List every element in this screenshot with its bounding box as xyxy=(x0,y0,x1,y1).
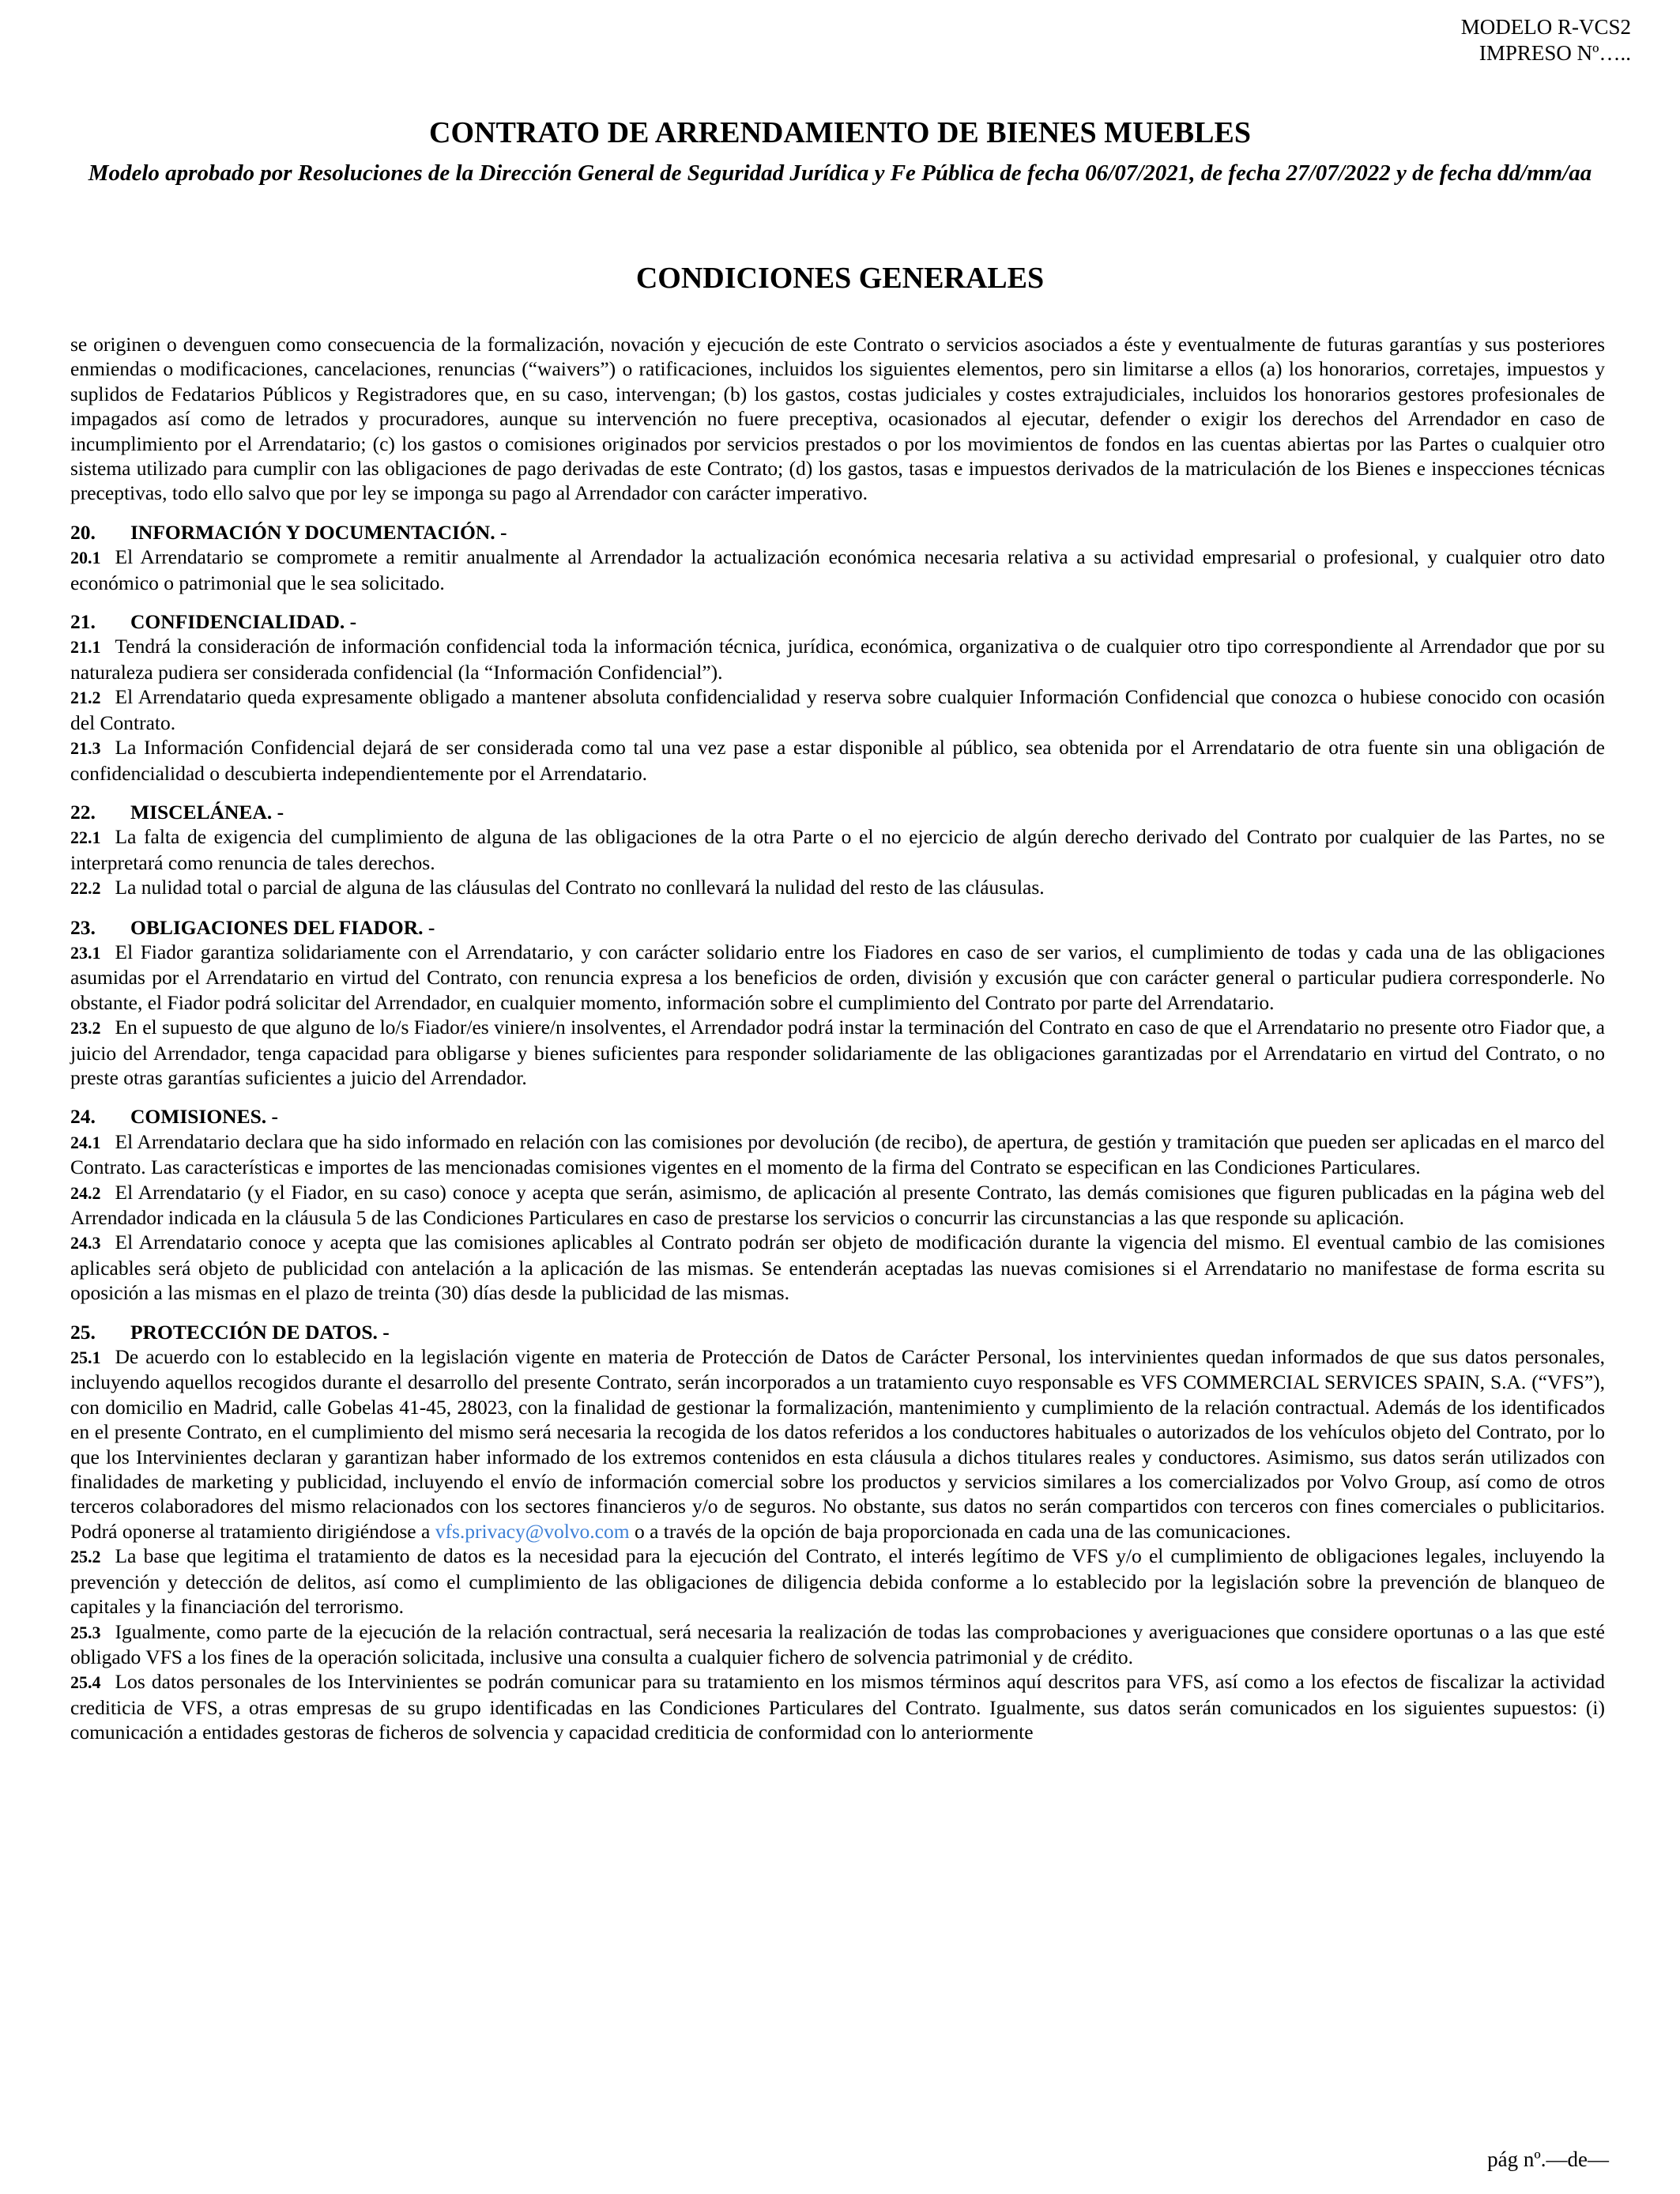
document-header xyxy=(1461,14,1631,66)
model-code: MODELO R-VCS2 xyxy=(1460,15,1631,39)
clause xyxy=(70,875,1605,900)
section xyxy=(70,1104,1605,1305)
section xyxy=(70,915,1605,1091)
document-body xyxy=(70,332,1605,1745)
section-number: 23. xyxy=(70,915,96,939)
clause xyxy=(70,1344,1605,1544)
section-title: MISCELÁNEA. - xyxy=(130,800,284,824)
clause-text: De acuerdo con lo establecido en la legislación vigente en materia de Protección de Datos de Carácter Personal, los intervinientes quedan informados de que sus datos personales, incluyendo aquellos recogidos durante el desarrollo del presente Contrato, serán incorporados a un tratamiento cuyo responsable es VFS COMMERCIAL SERVICES SPAIN, S.A. (“VFS”), con domicilio en Madrid, calle Gobelas 41-45, 28023, con la finalidad de gestionar la formalización, mantenimiento y cumplimiento de la relación contractual. Además de los identificados en el presente Contrato, en el cumplimiento del mismo será necesaria la recogida de los datos referidos a los conductores habituales o autorizados de los vehículos objeto del Contrato, por lo que los Intervinientes declaran y garantizan haber informado de los extremos contenidos en esta cláusula a dichos titulares reales y conductores. Asimismo, sus datos serán utilizados con finalidades de marketing y publicidad, incluyendo el envío de información comercial sobre los productos y servicios similares a los comercializados por Volvo Group, así como de otros terceros colaboradores del mismo relacionados con los sectores financieros y/o de seguros. No obstante, sus datos no serán compartidos con terceros con fines comerciales o publicitarios. Podrá oponerse al tratamiento dirigiéndose a xyxy=(70,1345,1605,1543)
clause-text: El Fiador garantiza solidariamente con el Arrendatario, y con carácter solidario entre los Fiadores en caso de ser varios, el cumplimiento de todas y cada una de las obligaciones asumidas por el Arrendatario en virtud del Contrato, con renuncia expresa a los beneficios de orden, división y excusión que con carácter general o particular pudiera corresponderle. No obstante, el Fiador podrá solicitar del Arrendador, en cualquier momento, información sobre el cumplimiento del Contrato por parte del Arrendatario. xyxy=(70,940,1605,1014)
section xyxy=(70,609,1605,786)
clause xyxy=(70,1180,1605,1231)
section-title: CONFIDENCIALIDAD. - xyxy=(130,610,357,634)
intro-paragraph: se originen o devenguen como consecuencia de la formalización, novación y ejecución de este Contrato o servicios asociados a éste y eventualmente de futuras garantías y sus posteriores enmiendas o modificaciones, cancelaciones, renuncias (“waivers”) o ratificaciones, incluidos los siguientes elementos, pero sin limitarse a ellos (a) los honorarios, corretajes, impuestos y suplidos de Fedatarios Públicos y Registradores que, en su caso, intervengan; (b) los gastos, costas judiciales y costes extrajudiciales, incluidos los honorarios gestores profesionales de impagados así como de letrados y procuradores, aunque su intervención no fuere preceptiva, ocasionados al ejecutar, defender o exigir los derechos del Arrendador en caso de incumplimiento por el Arrendatario; (c) los gastos o comisiones originados por servicios prestados o por los movimientos de fondos en las cuentas abiertas por las Partes o cualquier otro sistema utilizado para cumplir con las obligaciones de pago derivadas de este Contrato; (d) los gastos, tasas e impuestos derivados de la matriculación de los Bienes e inspecciones técnicas preceptivas, todo ello salvo que por ley se imponga su pago al Arrendador con carácter imperativo. xyxy=(70,333,1605,505)
section xyxy=(70,800,1605,901)
clause-number: 25.2 xyxy=(70,1547,101,1567)
section-heading xyxy=(70,1104,1605,1129)
section-title: PROTECCIÓN DE DATOS. - xyxy=(130,1320,390,1344)
clause xyxy=(70,545,1605,595)
clause xyxy=(70,1129,1605,1180)
clause-text: En el supuesto de que alguno de lo/s Fiador/es viniere/n insolventes, el Arrendador podrá instar la terminación del Contrato en caso de que el Arrendatario no presente otro Fiador que, a juicio del Arrendador, tenga capacidad para obligarse y bienes suficientes para responder solidariamente de las obligaciones garantizadas por el Arrendatario en virtud del Contrato, o no preste otras garantías suficientes a juicio del Arrendador. xyxy=(70,1016,1605,1089)
section-heading xyxy=(70,1320,1605,1344)
sections-container xyxy=(70,520,1605,1745)
email-link[interactable]: vfs.privacy@volvo.com xyxy=(435,1519,630,1543)
clause xyxy=(70,940,1605,1015)
section-number: 24. xyxy=(70,1105,96,1129)
clause-number: 24.3 xyxy=(70,1233,101,1253)
clause xyxy=(70,684,1605,735)
section xyxy=(70,1320,1605,1745)
clause-text-after-link: o a través de la opción de baja proporcionada en cada una de las comunicaciones. xyxy=(634,1519,1291,1543)
clause xyxy=(70,1015,1605,1090)
section-number: 22. xyxy=(70,800,96,824)
clause-number: 25.3 xyxy=(70,1622,101,1642)
section-number: 21. xyxy=(70,610,96,634)
clause xyxy=(70,1544,1605,1619)
clause-text: El Arrendatario se compromete a remitir anualmente al Arrendador la actualización económica necesaria relativa a su actividad empresarial o profesional, y cualquier otro dato económico o patrimonial que le sea solicitado. xyxy=(70,545,1605,594)
clause-number: 23.2 xyxy=(70,1018,101,1039)
section-heading xyxy=(70,800,1605,824)
clause-text: El Arrendatario queda expresamente obligado a mantener absoluta confidencialidad y reserva sobre cualquier Información Confidencial que conozca o hubiese conocido con ocasión del Contrato. xyxy=(70,685,1605,734)
section xyxy=(70,520,1605,595)
clause-number: 23.1 xyxy=(70,942,101,963)
clause-number: 21.1 xyxy=(70,637,101,658)
clause xyxy=(70,824,1605,875)
clause xyxy=(70,735,1605,786)
section-title: INFORMACIÓN Y DOCUMENTACIÓN. - xyxy=(130,520,507,544)
clause-text: La Información Confidencial dejará de ser considerada como tal una vez pase a estar disponible al público, sea obtenida por el Arrendatario de otra fuente sin una obligación de confidencialidad o descubierta independientemente por el Arrendatario. xyxy=(70,736,1605,785)
impreso-number: IMPRESO Nº….. xyxy=(1478,41,1631,65)
section-number: 25. xyxy=(70,1320,96,1344)
clause-number: 21.3 xyxy=(70,738,101,759)
clause xyxy=(70,634,1605,684)
conditions-title: CONDICIONES GENERALES xyxy=(635,262,1045,295)
clause-text: La nulidad total o parcial de alguna de las cláusulas del Contrato no conllevará la nulidad del resto de las cláusulas. xyxy=(115,876,1045,899)
clause-number: 22.2 xyxy=(70,878,101,899)
clause-number: 24.2 xyxy=(70,1182,101,1203)
clause-text: Igualmente, como parte de la ejecución de la relación contractual, será necesaria la realización de todas las comprobaciones y averiguaciones que considere oportunas o a las que esté obligado VFS a los fines de la operación solicitada, inclusive una consulta a cualquier fichero de solvencia patrimonial y de crédito. xyxy=(70,1619,1605,1668)
clause-text: Los datos personales de los Intervinientes se podrán comunicar para su tratamiento en los mismos términos aquí descritos para VFS, así como a los efectos de fiscalizar la actividad crediticia de VFS, a otras empresas de su grupo identificadas en las Condiciones Particulares del Contrato. Igualmente, sus datos serán comunicados en los siguientes supuestos: (i) comunicación a entidades gestoras de ficheros de solvencia y capacidad crediticia de conformidad con lo anteriormente xyxy=(70,1670,1605,1744)
clause-number: 25.4 xyxy=(70,1672,101,1693)
clause-number: 20.1 xyxy=(70,548,101,568)
section-heading xyxy=(70,915,1605,940)
clause-text: La base que legitima el tratamiento de datos es la necesidad para la ejecución del Contrato, el interés legítimo de VFS y/o el cumplimiento de obligaciones legales, incluyendo la prevención y detección de delitos, así como el cumplimiento de las obligaciones de diligencia debida conforme a lo establecido por la legislación sobre la prevención de blanqueo de capitales y la financiación del terrorismo. xyxy=(70,1544,1605,1619)
section-title: COMISIONES. - xyxy=(130,1105,279,1129)
section-number: 20. xyxy=(70,520,96,544)
clause xyxy=(70,1230,1605,1305)
section-heading xyxy=(70,520,1605,545)
section-heading xyxy=(70,609,1605,634)
clause xyxy=(70,1669,1605,1744)
clause-text: El Arrendatario (y el Fiador, en su caso) conoce y acepta que serán, asimismo, de aplicación al presente Contrato, las demás comisiones que figuren publicadas en la página web del Arrendador indicada en la cláusula 5 de las Condiciones Particulares en caso de prestarse los servicios o concurrir las circunstancias a las que responde su aplicación. xyxy=(70,1180,1605,1229)
document-subtitle: Modelo aprobado por Resoluciones de la Dirección General de Seguridad Jurídica y Fe Pública de fecha 06/07/2021, de fecha 27/07/2022 y de fecha dd/mm/aa xyxy=(88,160,1592,186)
clause xyxy=(70,1619,1605,1670)
document-title: CONTRATO DE ARRENDAMIENTO DE BIENES MUEBLES xyxy=(429,116,1251,149)
clause-text: Tendrá la consideración de información confidencial toda la información técnica, jurídica, económica, organizativa o de cualquier otro tipo correspondiente al Arrendador que por su naturaleza pudiera ser considerada confidencial (la “Información Confidencial”). xyxy=(70,635,1605,684)
clause-text: El Arrendatario declara que ha sido informado en relación con las comisiones por devolución (de recibo), de apertura, de gestión y tramitación que pueden ser aplicadas en el marco del Contrato. Las características e importes de las mencionadas comisiones vigentes en el momento de la firma del Contrato se especifican en las Condiciones Particulares. xyxy=(70,1129,1605,1179)
clause-number: 25.1 xyxy=(70,1348,101,1368)
page-footer: pág nº.—de— xyxy=(1487,2147,1609,2171)
clause-number: 21.2 xyxy=(70,688,101,708)
clause-number: 22.1 xyxy=(70,827,101,848)
clause-text: La falta de exigencia del cumplimiento de alguna de las obligaciones de la otra Parte o el no ejercicio de algún derecho derivado del Contrato por cualquier de las Partes, no se interpretará como renuncia de tales derechos. xyxy=(70,825,1605,874)
clause-number: 24.1 xyxy=(70,1132,101,1152)
clause-text: El Arrendatario conoce y acepta que las comisiones aplicables al Contrato podrán ser objeto de modificación durante la vigencia del mismo. El eventual cambio de las comisiones aplicables será objeto de publicidad con antelación a la aplicación de las mismas. Se entenderán aceptadas las nuevas comisiones si el Arrendatario no manifestase de forma escrita su oposición a las mismas en el plazo de treinta (30) días desde la publicidad de las mismas. xyxy=(70,1231,1605,1305)
section-title: OBLIGACIONES DEL FIADOR. - xyxy=(130,915,435,939)
